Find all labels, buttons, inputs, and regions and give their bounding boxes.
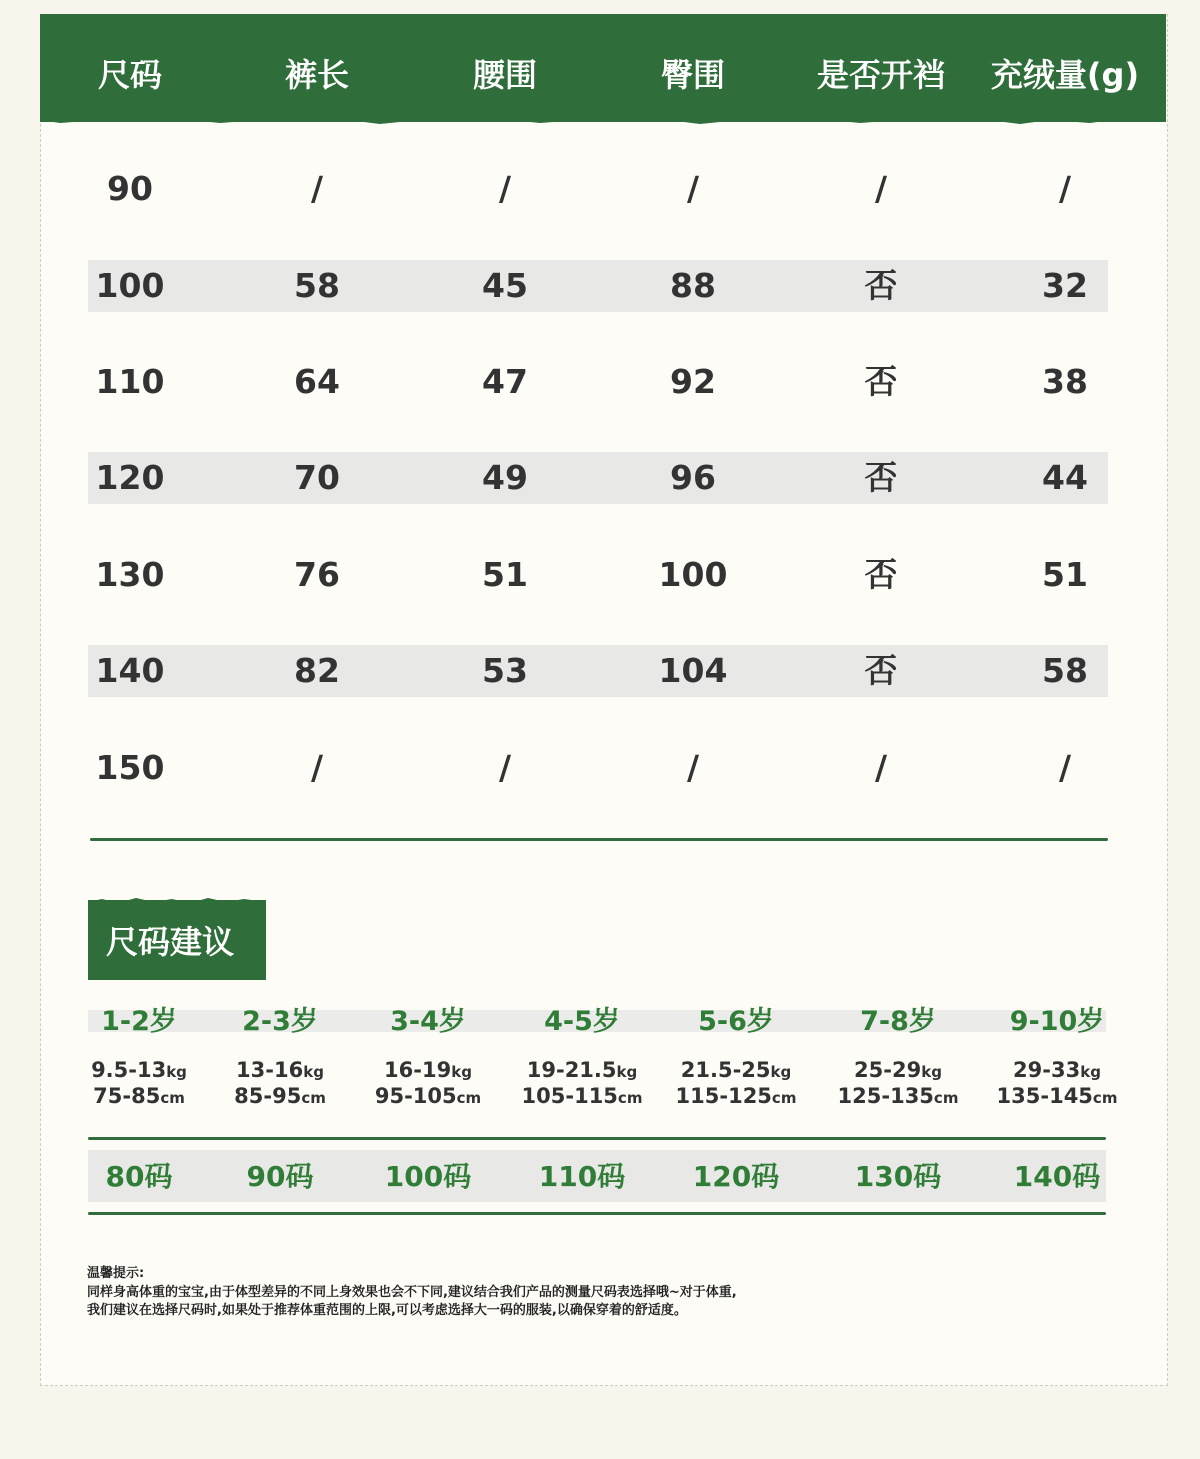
table-cell: / (686, 169, 700, 208)
height-unit: cm (301, 1089, 326, 1107)
table-row (88, 356, 1108, 408)
weight-unit: kg (770, 1063, 792, 1081)
table-row (88, 645, 1108, 697)
weight-value: 9.5-13 (91, 1058, 167, 1082)
header-cell: 尺码 (97, 56, 162, 94)
table-cell: 82 (294, 651, 340, 690)
table-cell: 44 (1042, 458, 1088, 497)
table-cell: 51 (482, 555, 528, 594)
table-cell: / (1058, 169, 1072, 208)
table-cell: 53 (482, 651, 528, 690)
table-header (40, 14, 1166, 122)
height-range (348, 1084, 508, 1108)
table-cell: 否 (864, 555, 898, 594)
table-cell: 47 (482, 362, 528, 401)
weight-range (348, 1058, 508, 1082)
table-row (88, 163, 1108, 215)
age-label: 2-3岁 (242, 1006, 318, 1037)
table-cell: / (310, 169, 324, 208)
table-cell: / (686, 748, 700, 787)
table-cell: 100 (95, 266, 165, 305)
table-cell: 58 (1042, 651, 1088, 690)
height-value: 85-95 (234, 1084, 302, 1108)
weight-unit: kg (166, 1063, 187, 1081)
height-value: 115-125 (675, 1084, 772, 1108)
header-torn-edge (40, 110, 1166, 126)
height-value: 95-105 (374, 1084, 457, 1108)
weight-range (502, 1058, 662, 1082)
table-cell: 否 (864, 651, 898, 690)
table-cell: 150 (95, 748, 165, 787)
height-value: 105-115 (521, 1084, 618, 1108)
table-cell: 38 (1042, 362, 1088, 401)
table-cell: 否 (864, 458, 898, 497)
table-row (88, 549, 1108, 601)
table-cell: 88 (670, 266, 716, 305)
height-unit: cm (1092, 1089, 1118, 1107)
table-cell: 58 (294, 266, 340, 305)
height-value: 125-135 (837, 1084, 934, 1108)
table-cell: 90 (107, 169, 153, 208)
weight-unit: kg (1080, 1063, 1101, 1081)
table-cell: 49 (482, 458, 528, 497)
weight-value: 25-29 (854, 1058, 922, 1082)
weight-range (818, 1058, 978, 1082)
height-range (818, 1084, 978, 1108)
height-unit: cm (771, 1089, 797, 1107)
age-label: 3-4岁 (390, 1006, 466, 1037)
table-cell: / (498, 169, 512, 208)
suggested-size: 100码 (384, 1160, 472, 1193)
table-cell: 76 (294, 555, 340, 594)
table-cell: 104 (658, 651, 728, 690)
age-label: 4-5岁 (544, 1006, 620, 1037)
size-suggestion-title: 尺码建议 (88, 900, 266, 980)
table-cell: 51 (1042, 555, 1088, 594)
table-cell: 92 (670, 362, 716, 401)
suggested-size: 80码 (105, 1160, 173, 1193)
weight-range (656, 1058, 816, 1082)
table-cell: 140 (95, 651, 165, 690)
table-cell: 96 (670, 458, 716, 497)
weight-unit: kg (451, 1063, 472, 1081)
table-cell: 45 (482, 266, 528, 305)
weight-value: 13-16 (236, 1058, 304, 1082)
suggested-size: 140码 (1013, 1160, 1101, 1193)
height-range (656, 1084, 816, 1108)
weight-value: 19-21.5 (526, 1058, 617, 1082)
height-value: 135-145 (996, 1084, 1093, 1108)
suggestion-divider-top (88, 1137, 1106, 1140)
table-cell: 100 (658, 555, 728, 594)
suggested-size: 110码 (538, 1160, 626, 1193)
height-range (502, 1084, 662, 1108)
table-cell: / (874, 748, 888, 787)
table-row (88, 742, 1108, 794)
height-unit: cm (617, 1089, 643, 1107)
table-divider (90, 838, 1108, 841)
table-cell: 110 (95, 362, 165, 401)
height-value: 75-85 (93, 1084, 161, 1108)
table-cell: 70 (294, 458, 340, 497)
suggestion-divider-bottom (88, 1212, 1106, 1215)
weight-unit: kg (303, 1063, 324, 1081)
table-row (88, 260, 1108, 312)
weight-range (977, 1058, 1137, 1082)
age-label: 7-8岁 (860, 1006, 936, 1037)
suggested-size: 120码 (692, 1160, 780, 1193)
height-range (59, 1084, 219, 1108)
weight-unit: kg (921, 1063, 942, 1081)
height-range (200, 1084, 360, 1108)
table-cell: 否 (864, 362, 898, 401)
suggested-size: 90码 (246, 1160, 314, 1193)
header-cell: 是否开裆 (816, 56, 945, 94)
table-cell: 64 (294, 362, 340, 401)
header-cell: 充绒量(g) (990, 56, 1140, 94)
weight-range (59, 1058, 219, 1082)
table-cell: 130 (95, 555, 165, 594)
weight-range (200, 1058, 360, 1082)
header-cell: 腰围 (472, 56, 537, 94)
note-line-2: 我们建议在选择尺码时,如果处于推荐体重范围的上限,可以考虑选择大一码的服装,以确保穿着的舒适度。 (87, 1303, 687, 1318)
table-cell: / (310, 748, 324, 787)
height-unit: cm (456, 1089, 482, 1107)
table-cell: / (498, 748, 512, 787)
weight-unit: kg (616, 1063, 638, 1081)
weight-value: 16-19 (384, 1058, 452, 1082)
suggested-size: 130码 (854, 1160, 942, 1193)
table-cell: 120 (95, 458, 165, 497)
header-cell: 臀围 (660, 56, 725, 94)
note-line-1: 同样身高体重的宝宝,由于体型差异的不同上身效果也会不下同,建议结合我们产品的测量尺码表选择哦~对于体重, (87, 1285, 737, 1300)
table-cell: 32 (1042, 266, 1088, 305)
table-cell: 否 (864, 266, 898, 305)
note-title: 温馨提示: (87, 1266, 145, 1281)
height-unit: cm (160, 1089, 185, 1107)
table-cell: / (874, 169, 888, 208)
weight-value: 21.5-25 (680, 1058, 771, 1082)
header-cell: 裤长 (284, 56, 349, 94)
table-cell: / (1058, 748, 1072, 787)
age-label: 5-6岁 (698, 1006, 774, 1037)
weight-value: 29-33 (1013, 1058, 1081, 1082)
age-label: 9-10岁 (1009, 1006, 1105, 1037)
height-range (977, 1084, 1137, 1108)
table-row (88, 452, 1108, 504)
age-label: 1-2岁 (101, 1006, 177, 1037)
height-unit: cm (933, 1089, 959, 1107)
